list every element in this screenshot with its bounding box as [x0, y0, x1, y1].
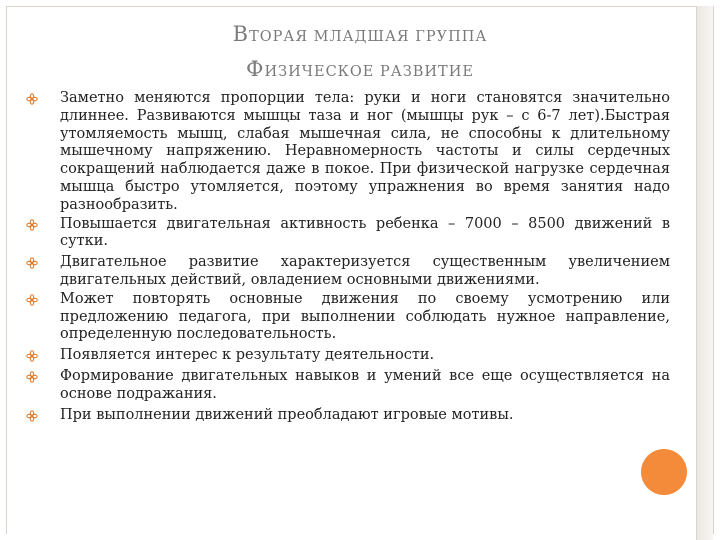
bullet-text: Повышается двигательная активность ребенка – 7000 – 8500 движений в сутки. [60, 215, 670, 250]
title-line-1: ВТОРАЯ МЛАДШАЯ ГРУППА [232, 22, 488, 46]
flower-bullet-icon [26, 371, 38, 383]
bullet-text: Появляется интерес к результату деятельности. [60, 347, 435, 364]
bullet-item [26, 216, 670, 252]
flower-bullet-icon [26, 410, 38, 422]
bullet-item [26, 368, 670, 404]
bullet-item [26, 347, 670, 365]
bullet-item [26, 291, 670, 344]
bullet-text: Двигательное развитие характеризуется существенным увеличением двигательных действий, овладением основными движениями. [60, 254, 670, 288]
bullet-text: Может повторять основные движения по своему усмотрению или предложению педагога, при выполнении соблюдать нужное направление, определенную последовательность. [60, 290, 670, 343]
bullet-text: При выполнении движений преобладают игровые мотивы. [60, 406, 514, 423]
flower-bullet-icon [26, 257, 38, 269]
bullet-item [26, 254, 670, 290]
flower-bullet-icon [26, 294, 38, 306]
bullet-text: Заметно меняются пропорции тела: руки и ноги становятся значительно длиннее. Развиваются мышцы таза и ног (мышцы рук – с 6-7 лет).Быстрая утомляемость мышц, слабая мышечная сила, не способны к длительному мышечному напряжению. Неравномерность частоты и силы сердечных сокращений наблюдается даже в покое. При физической нагрузке сердечная мышца быстро утомляется, поэтому упражнения во время занятия надо разнообразить. [60, 90, 670, 213]
flower-bullet-icon [26, 219, 38, 231]
flower-bullet-icon [26, 93, 38, 105]
flower-bullet-icon [26, 350, 38, 362]
bullet-item [26, 90, 670, 215]
bullet-list [26, 90, 670, 424]
bullet-item [26, 407, 670, 425]
bullet-text: Формирование двигательных навыков и умений все еще осуществляется на основе подражания. [60, 367, 670, 402]
orange-circle [641, 449, 687, 495]
title-line-2: ФИЗИЧЕСКОЕ РАЗВИТИЕ [246, 57, 474, 81]
slide-title [0, 18, 720, 88]
